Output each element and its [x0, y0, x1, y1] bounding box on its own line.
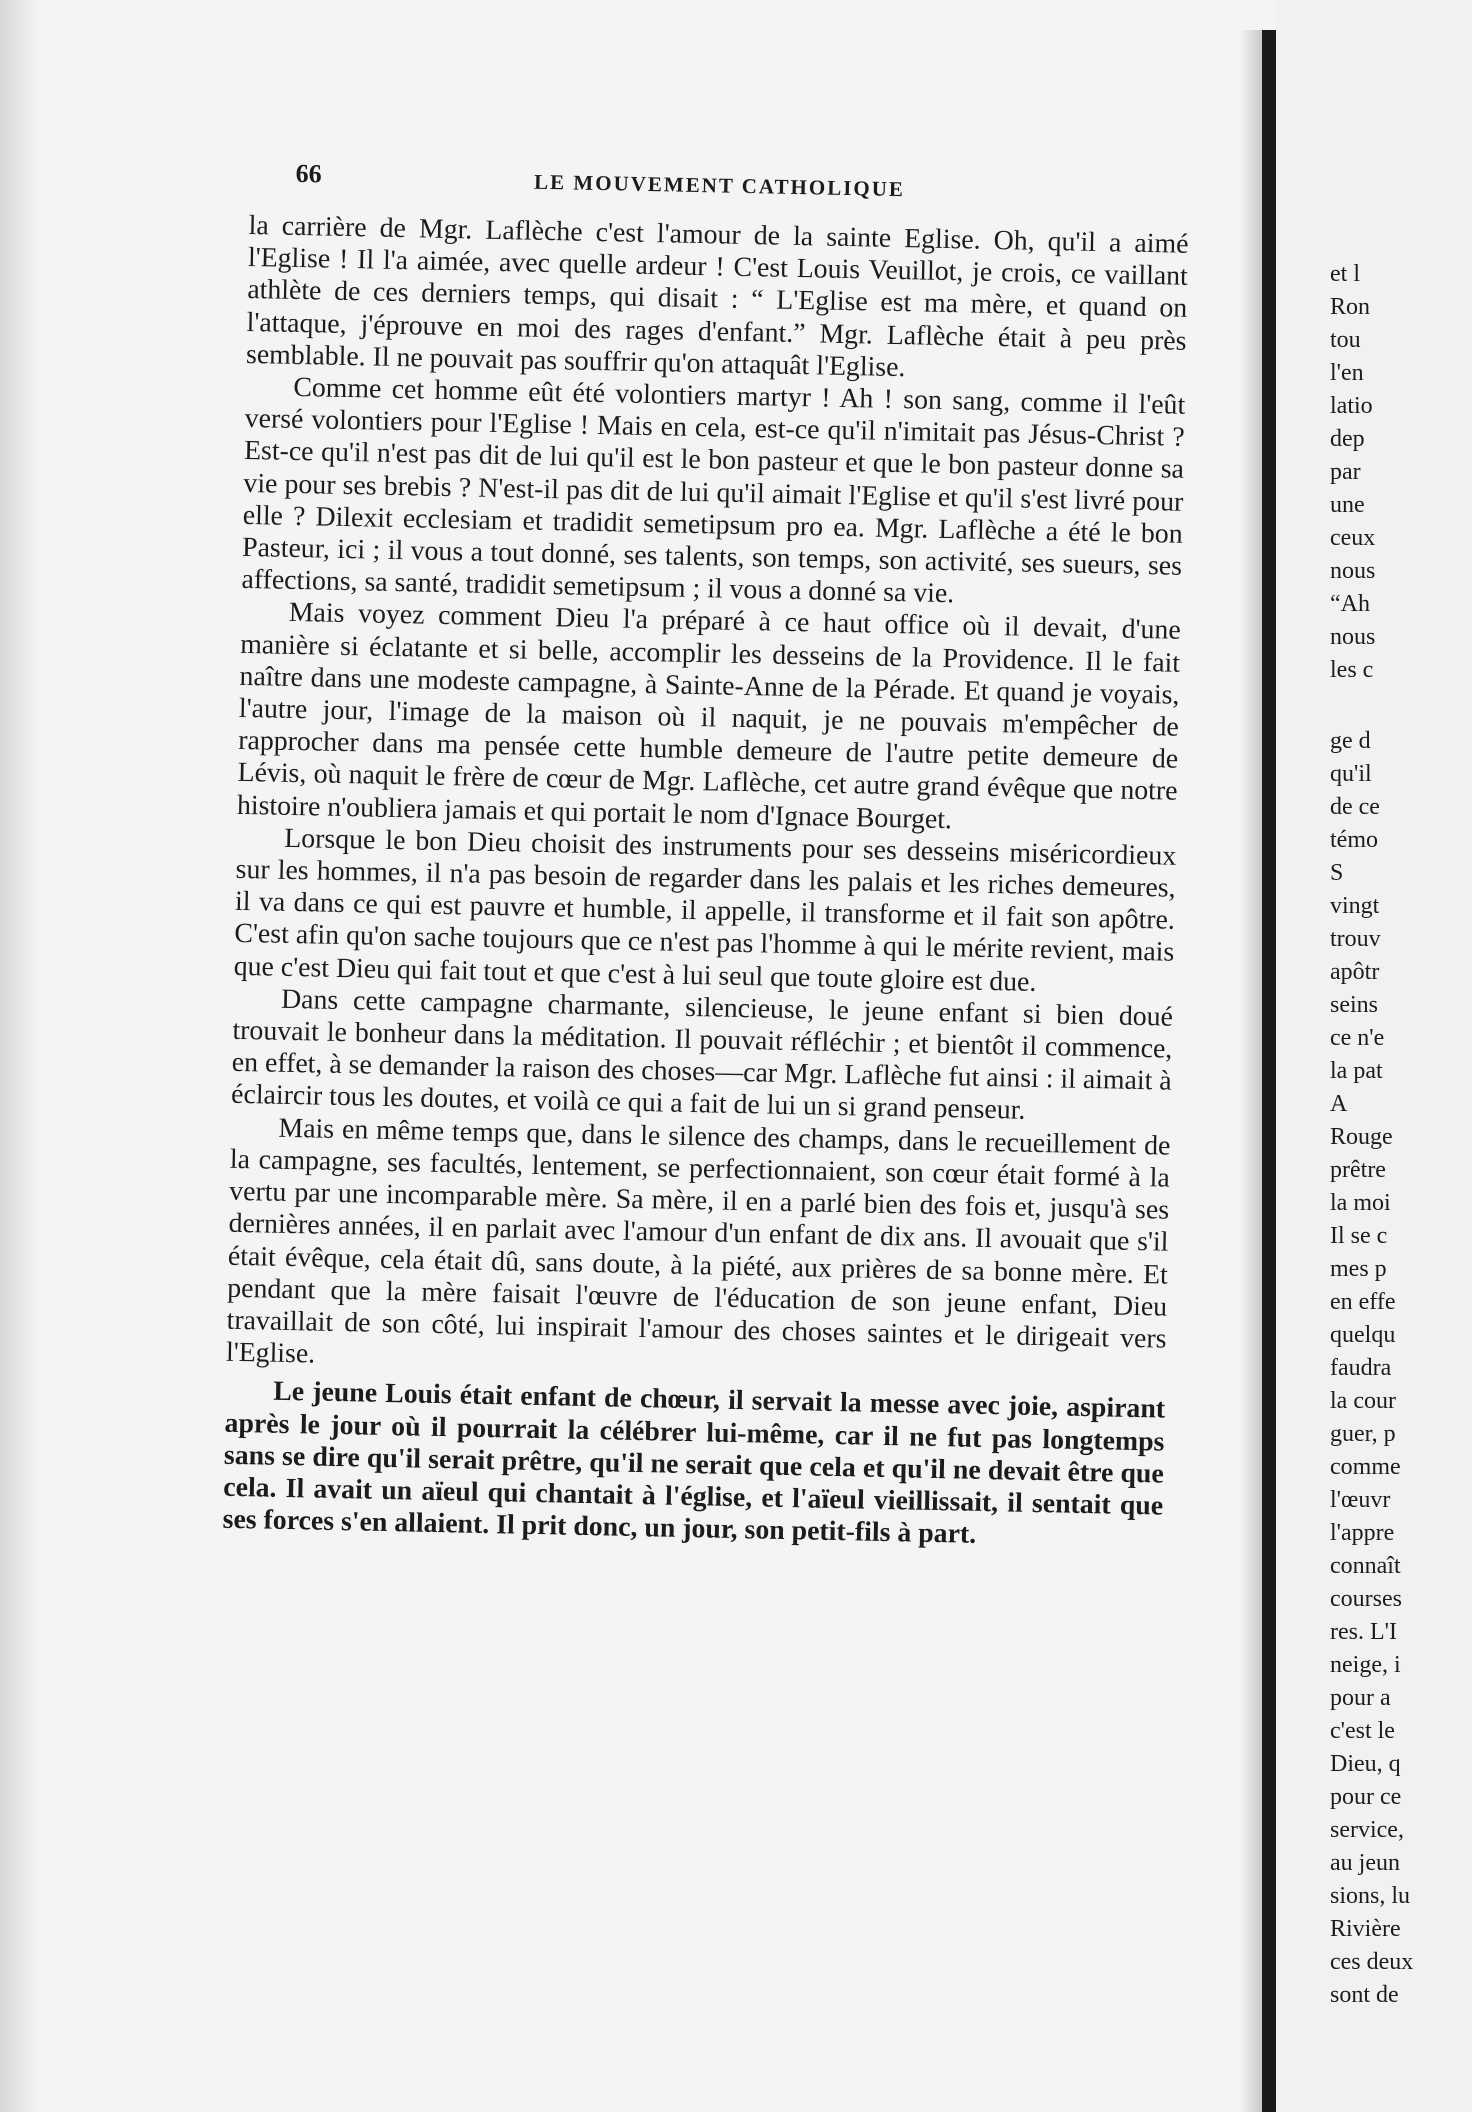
book-gutter: [1262, 30, 1276, 2112]
paragraph-6: Mais en même temps que, dans le silence des champs, dans le recueillement de la campagne, ses facultés, lentement, se perfectionnaient, son cœur était formé à la vertu par une incomparable mère. Sa mère, il en a parlé bien des fois et, jusqu'à ses dernières années, il en parlait avec l'amour d'un enfant de dix ans. Il avouait que s'il était évêque, cela était dû, sans doute, à la piété, aux prières de sa bonne mère. Et pendant que la mère faisait l'œuvre de l'éducation de son jeune enfant, Dieu travaillait de son côté, lui inspirait l'amour des choses saintes et le dirigeait vers l'Eglise.: [225, 1112, 1171, 1370]
right-page-line: Ron: [1330, 294, 1371, 320]
paragraph-4: Lorsque le bon Dieu choisit des instruments pour ses desseins miséricordieux sur les hommes, il n'a pas besoin de regarder dans les palais et les riches demeures, il va dans ce qui est pauvre et humble, il appelle, il transforme et il fait son apôtre. C'est afin qu'on sache toujours que ce n'est pas l'homme à qui le mérite revient, mais que c'est Dieu qui fait tout et que c'est à lui seul que toute gloire est due.: [233, 822, 1177, 998]
right-page-line: [1330, 687, 1472, 725]
right-page-line: latio: [1330, 393, 1373, 419]
right-page-line: tou: [1330, 327, 1361, 353]
right-page-line: c'est le: [1330, 1718, 1395, 1744]
right-page-line: les c: [1330, 657, 1374, 683]
left-page: [222, 158, 1189, 1555]
right-page-line: res. L'I: [1330, 1619, 1397, 1645]
right-page-line: prêtre: [1330, 1157, 1386, 1183]
right-page-line: témo: [1330, 827, 1378, 853]
right-page-line: Rivière: [1330, 1916, 1401, 1942]
right-page-line: Rouge: [1330, 1124, 1393, 1150]
right-page-line: dep: [1330, 426, 1365, 452]
right-page-line: apôtr: [1330, 959, 1380, 985]
gutter-shadow: [1240, 30, 1262, 2112]
right-page-line: mes p: [1330, 1256, 1387, 1282]
right-page-line: sions, lu: [1330, 1883, 1411, 1909]
right-page-line: au jeun: [1330, 1850, 1400, 1876]
right-page-line: ce n'e: [1330, 1025, 1385, 1051]
right-page-line: par: [1330, 459, 1361, 485]
right-page-line: qu'il: [1330, 761, 1372, 787]
paragraph-3: Mais voyez comment Dieu l'a préparé à ce haut office où il devait, d'une manière si éclatante et si belle, accomplir les desseins de la Providence. Il le fait naître dans une modeste campagne, à Sainte-Anne de la Pérade. Et quand je voyais, l'autre jour, l'image de la maison où il naquit, je ne pouvais m'empêcher de rapprocher dans ma pensée cette humble demeure de l'autre petite demeure de Lévis, où naquit le frère de cœur de Mgr. Laflèche, cet autre grand évêque que notre histoire n'oubliera jamais et qui portait le nom d'Ignace Bourget.: [236, 597, 1182, 835]
right-page-line: service,: [1330, 1817, 1404, 1843]
paragraph-5: Dans cette campagne charmante, silencieuse, le jeune enfant si bien doué trouvait le bonheur dans la méditation. Il pouvait réfléchir ; et bientôt il commence, en effet, à se demander la raison des choses—car Mgr. Laflèche fut ainsi : il aimait à éclaircir tous les doutes, et voilà ce qui a fait de lui un si grand penseur.: [230, 983, 1174, 1127]
right-page-line: en effe: [1330, 1289, 1396, 1315]
bold-section: [222, 1375, 1165, 1555]
page-number: 66: [295, 158, 322, 189]
right-page-line: une: [1330, 492, 1365, 518]
right-page-line: la cour: [1330, 1388, 1396, 1414]
right-page-line: ceux: [1330, 525, 1376, 551]
right-page-line: “Ah: [1330, 591, 1370, 617]
right-page-line: la moi: [1330, 1190, 1391, 1216]
right-page-line: courses: [1330, 1586, 1402, 1612]
right-page-line: l'œuvr: [1330, 1487, 1391, 1513]
right-page-line: Il se c: [1330, 1223, 1388, 1249]
right-page-line: l'appre: [1330, 1520, 1395, 1546]
right-page-line: A: [1330, 1091, 1348, 1117]
right-page-line: guer, p: [1330, 1421, 1396, 1447]
right-page-line: quelqu: [1330, 1322, 1396, 1348]
right-page-line: sont de: [1330, 1982, 1399, 2008]
right-page-text: [1330, 258, 1472, 2012]
right-page-line: comme: [1330, 1454, 1401, 1480]
right-page-line: S: [1330, 860, 1344, 886]
scan-edge: [0, 0, 40, 2112]
right-page-line: neige, i: [1330, 1652, 1401, 1678]
running-title: LE MOUVEMENT CATHOLIQUE: [533, 169, 906, 202]
right-page-line: ces deux: [1330, 1949, 1414, 1975]
right-page-line: vingt: [1330, 893, 1380, 919]
right-page-line: et l: [1330, 261, 1360, 287]
right-page-line: ge d: [1330, 728, 1371, 754]
right-page-line: faudra: [1330, 1355, 1392, 1381]
right-page-line: nous: [1330, 558, 1376, 584]
paragraph-bold: Le jeune Louis était enfant de chœur, il servait la messe avec joie, aspirant après le jour où il pourrait la célébrer lui-même, car il ne fut pas longtemps sans se dire qu'il serait prêtre, qu'il ne serait que cela et qu'il ne devait être que cela. Il avait un aïeul qui chantait à l'église, et l'aïeul vieillissait, il sentait que ses forces s'en allaient. Il prit donc, un jour, son petit-fils à part.: [222, 1376, 1166, 1550]
right-page-line: trouv: [1330, 926, 1381, 952]
right-page-line: pour ce: [1330, 1784, 1402, 1810]
right-page-line: Dieu, q: [1330, 1751, 1401, 1777]
right-page-line: nous: [1330, 624, 1376, 650]
right-page-line: connaît: [1330, 1553, 1401, 1579]
paragraph-2: Comme cet homme eût été volontiers martyr ! Ah ! son sang, comme il l'eût versé volontiers pour l'Eglise ! Mais en cela, est-ce qu'il n'imitait pas Jésus-Christ ? Est-ce qu'il n'est pas dit de lui qu'il est le bon pasteur et que le bon pasteur donne sa vie pour ses brebis ? N'est-il pas dit de lui qu'il aimait l'Eglise et qu'il s'est livré pour elle ? Dilexit ecclesiam et tradidit semetipsum pro ea. Mgr. Laflèche a été le bon Pasteur, ici ; il vous a tout donné, ses talents, son temps, son activité, ses sueurs, ses affections, sa santé, tradidit semetipsum ; il vous a donné sa vie.: [241, 371, 1186, 610]
right-page-line: pour a: [1330, 1685, 1391, 1711]
right-page-line: seins: [1330, 992, 1378, 1018]
right-page-line: de ce: [1330, 794, 1380, 820]
right-page-line: l'en: [1330, 360, 1364, 386]
paragraph-1: la carrière de Mgr. Laflèche c'est l'amour de la sainte Eglise. Oh, qu'il a aimé l'Eglise ! Il l'a aimée, avec quelle ardeur ! C'est Louis Veuillot, je crois, ce vaillant athlète de ces derniers temps, qui disait : “ L'Eglise est ma mère, et quand on l'attaque, j'éprouve en moi des rages d'enfant.” Mgr. Laflèche était à peu près semblable. Il ne pouvait pas souffrir qu'on attaquât l'Eglise.: [245, 209, 1189, 384]
right-page-line: la pat: [1330, 1058, 1383, 1084]
body-text: [222, 210, 1188, 1555]
